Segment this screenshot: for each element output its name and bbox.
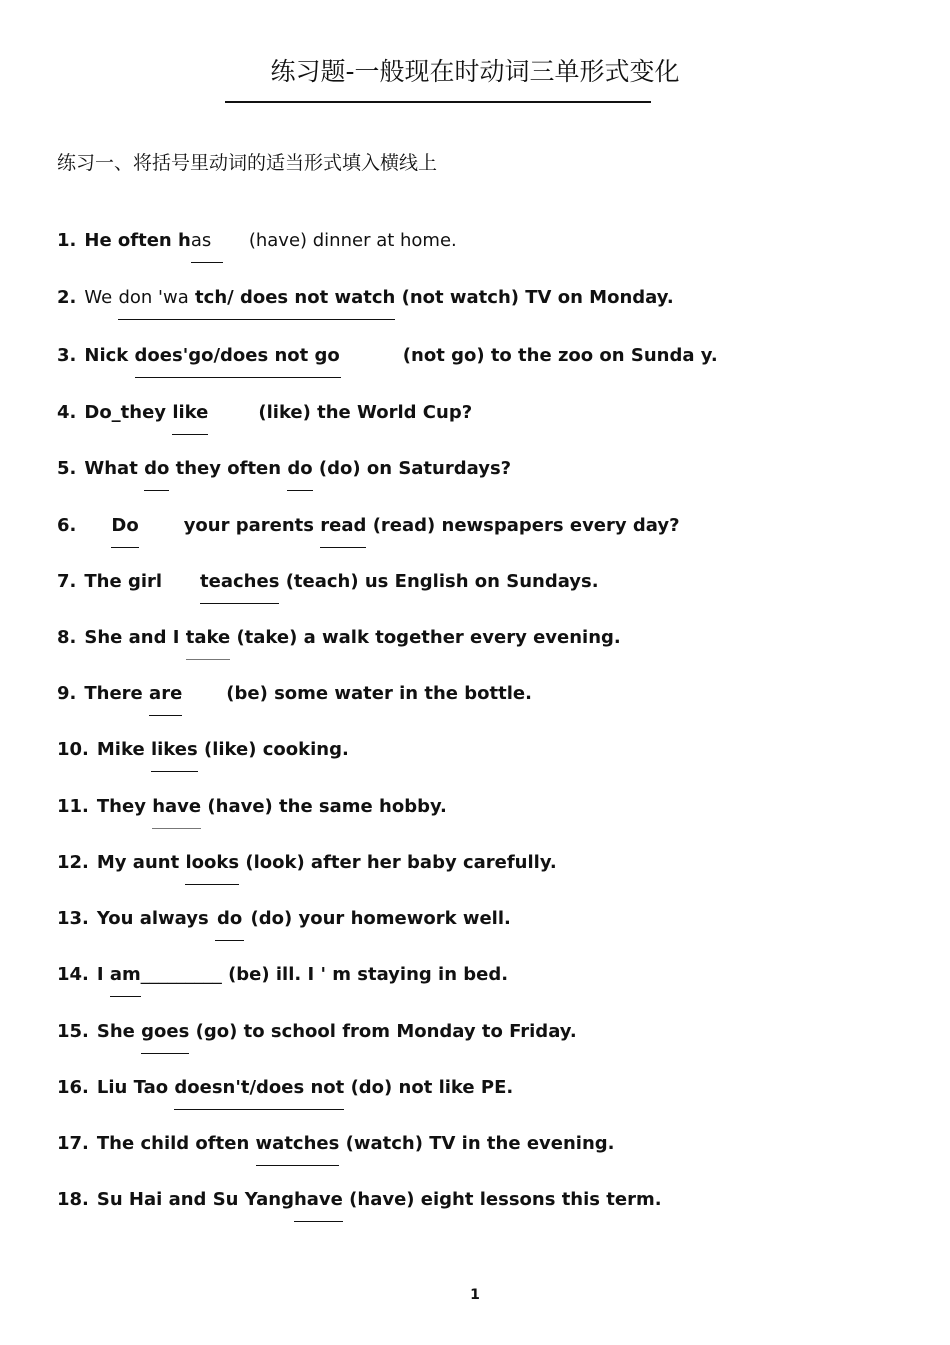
answer-blank: Do	[111, 515, 139, 536]
question-6: 6. Do your parents read (read) newspapers every day?	[57, 515, 680, 536]
question-number: 13.	[57, 908, 89, 929]
question-16: 16. Liu Tao doesn't/does not (do) not like PE.	[57, 1077, 514, 1098]
question-7: 7. The girl teaches (teach) us English on Sundays.	[57, 571, 599, 592]
question-11: 11. They have (have) the same hobby.	[57, 796, 447, 817]
page-number: 1	[470, 1287, 480, 1303]
question-number: 18.	[57, 1189, 89, 1210]
question-12: 12. My aunt looks (look) after her baby carefully.	[57, 852, 557, 873]
answer-blank: doesn't/does not	[174, 1077, 345, 1098]
answer-blank: likes	[150, 739, 198, 760]
question-3: 3. Nick does'go/does not go (not go) to the zoo on Sunda y.	[57, 345, 718, 366]
answer-blank: watches	[255, 1133, 340, 1154]
question-2: 2. We don 'wa tch/ does not watch (not watch) TV on Monday.	[57, 287, 674, 308]
answer-blank: have	[293, 1189, 343, 1210]
title-underline	[225, 101, 651, 103]
question-number: 9.	[57, 683, 77, 704]
question-number: 3.	[57, 345, 77, 366]
answer-blank: don 'wa tch/ does not watch	[118, 287, 396, 308]
answer-blank: do	[217, 908, 243, 929]
answer-blank: teaches	[200, 571, 280, 592]
question-number: 10.	[57, 739, 89, 760]
question-10: 10. Mike likes (like) cooking.	[57, 739, 349, 760]
answer-blank: do	[287, 458, 313, 479]
question-9: 9. There are (be) some water in the bottle.	[57, 683, 532, 704]
page-title: 练习题-一般现在时动词三单形式变化	[270, 57, 680, 86]
answer-blank: read	[320, 515, 367, 536]
question-number: 7.	[57, 571, 77, 592]
question-number: 12.	[57, 852, 89, 873]
question-14: 14. I am_________ (be) ill. I ' m staying in bed.	[57, 964, 509, 985]
question-13: 13. You always do (do) your homework well.	[57, 908, 511, 929]
question-number: 11.	[57, 796, 89, 817]
exercise-instruction: 练习一、将括号里动词的适当形式填入横线上	[57, 152, 438, 174]
question-number: 5.	[57, 458, 77, 479]
answer-blank: am	[109, 964, 141, 985]
answer-blank: are	[149, 683, 183, 704]
answer-blank: does'go/does not go	[134, 345, 340, 366]
question-number: 2.	[57, 287, 77, 308]
answer-blank: take	[185, 627, 231, 648]
question-number: 17.	[57, 1133, 89, 1154]
answer-blank: as	[191, 229, 223, 253]
question-number: 1.	[57, 230, 77, 251]
question-number: 14.	[57, 964, 89, 985]
question-number: 6.	[57, 515, 77, 536]
answer-blank: like	[172, 402, 209, 423]
question-number: 16.	[57, 1077, 89, 1098]
question-number: 8.	[57, 627, 77, 648]
question-8: 8. She and I take (take) a walk together every evening.	[57, 627, 621, 648]
answer-blank: goes	[141, 1021, 190, 1042]
question-5: 5. What do they often do (do) on Saturdays?	[57, 458, 512, 479]
question-18: 18. Su Hai and Su Yanghave (have) eight lessons this term.	[57, 1189, 662, 1210]
answer-blank: do	[144, 458, 170, 479]
question-15: 15. She goes (go) to school from Monday to Friday.	[57, 1021, 577, 1042]
answer-blank: have	[152, 796, 202, 817]
answer-blank: looks	[185, 852, 240, 873]
question-1: 1. He often has (have) dinner at home.	[57, 230, 457, 251]
question-number: 4.	[57, 402, 77, 423]
question-4: 4. Do_they like (like) the World Cup?	[57, 402, 473, 423]
question-number: 15.	[57, 1021, 89, 1042]
question-17: 17. The child often watches (watch) TV in the evening.	[57, 1133, 615, 1154]
